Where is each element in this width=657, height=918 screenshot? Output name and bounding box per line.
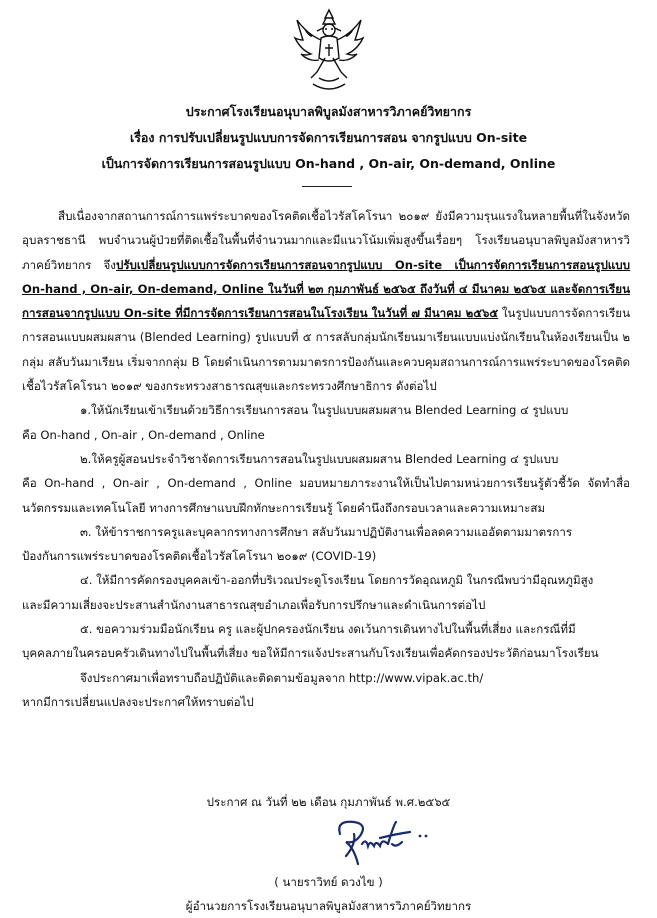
announcement-title: ประกาศโรงเรียนอนุบาลพิบูลมังสาหารวิภาคย์วิทยากร (185, 104, 472, 119)
intro-emphasis: ปรับเปลี่ยนรูปแบบการจัดการเรียนการสอนจากรูปแบบ On-site เป็นการจัดการเรียนการสอนรูปแบบ On-hand , On-air, On-demand, Online ในวันที่ ๒๓ กุมภาพันธ์ ๒๕๖๕ ถึงวันที่ ๔ มีนาคม ๒๕๖๕ และจัดการเรียนการสอนจากรูปแบบ On-site ที่มีการจัดการเรียนการสอนในโรงเรียน ในวันที่ ๗ มีนาคม ๒๕๖๕ (22, 257, 631, 321)
intro-paragraph (22, 204, 630, 398)
item-2 (22, 447, 630, 520)
intro-text: สืบเนื่องจากสถานการณ์การแพร่ระบาดของโรคติดเชื้อไวรัสโคโรนา ๒๐๑๙ ยังมีความรุนแรงในหลายพื้นที่ในจังหวัดอุบลราชธานี พบจำนวนผู้ป่วยที่ติดเชื้อในพื้นที่จำนวนมากและมีแนวโน้มเพิ่มสูงขึ้นเรื่อยๆ โรงเรียนอนุบาลพิบูลมังสาหารวิภาคย์วิทยากร จึง (22, 209, 630, 272)
item-3-first-line: ๓. ให้ข้าราชการครูและบุคลากรทางการศึกษา สลับวันมาปฏิบัติงานเพื่อลดความแออัดตามมาตรการ (80, 524, 573, 539)
garuda-emblem-icon (293, 4, 365, 96)
item-5-rest: บุคคลภายในครอบครัวเดินทางไปในพื้นที่เสี่ยง ขอให้มีการแจ้งประสานกับโรงเรียนเพื่อคัดกรองประวัติก่อนมาโรงเรียน (22, 646, 599, 661)
item-5 (22, 617, 630, 666)
item-3-rest: ป้องกันการแพร่ระบาดของโรคติดเชื้อไวรัสโคโรนา ๒๐๑๙ (COVID-19) (22, 549, 377, 564)
change-line: หากมีการเปลี่ยนแปลงจะประกาศให้ทราบต่อไป (22, 694, 254, 709)
signer-position: ผู้อำนวยการโรงเรียนอนุบาลพิบูลมังสาหารวิภาคย์วิทยากร (185, 899, 472, 913)
item-4 (22, 568, 630, 617)
item-4-first-line: ๔. ให้มีการคัดกรองบุคคลเข้า-ออกที่บริเวณประตูโรงเรียน โดยการวัดอุณหภูมิ ในกรณีพบว่ามีอุณหภูมิสูง (80, 573, 594, 588)
announcement-body (22, 204, 630, 714)
announcement-subject-line2: เป็นการจัดการเรียนการสอนรูปแบบ On-hand , On-air, On-demand, Online (101, 156, 556, 171)
announcement-subject: เรื่อง การปรับเปลี่ยนรูปแบบการจัดการเรียนการสอน จากรูปแบบ On-site (129, 130, 528, 145)
signer-name: ( นายราวิทย์ ดวงไข ) (274, 875, 383, 889)
item-1 (22, 398, 630, 447)
intro-text-continued: ในรูปแบบการจัดการเรียนการสอนแบบผสมผสาน (Blended Learning) รูปแบบที่ ๕ การสลับกลุ่มนักเรียนมาเรียนแบบแบ่งนักเรียนในห้องเรียนเป็น ๒ กลุ่ม สลับวันมาเรียน เริ่มจากกลุ่ม B โดยดำเนินการตามมาตรการป้องกันและควบคุมสถานการณ์การแพร่ระบาดของโรคติดเชื้อไวรัสโคโรนา ๒๐๑๙ ของกระทรวงสาธารณสุขและกระทรวงศึกษาธิการ ดังต่อไป (22, 306, 631, 394)
item-5-first-line: ๕. ขอความร่วมมือนักเรียน ครู และผู้ปกครองนักเรียน งดเว้นการเดินทางไปในพื้นที่เสี่ยง และกรณีที่มี (80, 622, 576, 637)
item-1-first-line: ๑.ให้นักเรียนเข้าเรียนด้วยวิธีการเรียนการสอน ในรูปแบบผสมผสาน Blended Learning ๔ รูปแบบ (80, 403, 569, 418)
item-1-rest: คือ On-hand , On-air , On-demand , Online (22, 427, 265, 442)
item-4-rest: และมีความเสี่ยงจะประสานสำนักงานสาธารณสุขอำเภอเพื่อรับการปรึกษาและดำเนินการต่อไป (22, 597, 486, 612)
notice-line (22, 666, 630, 690)
item-3 (22, 520, 630, 569)
notice-text: จึงประกาศมาเพื่อทราบถือปฏิบัติและติดตามข้อมูลจาก http://www.vipak.ac.th/ (80, 670, 484, 685)
item-2-rest: คือ On-hand , On-air , On-demand , Online มอบหมายภาระงานให้เป็นไปตามหน่วยการเรียนรู้ตัวชี้วัด จัดทำสื่อนวัตกรรมและเทคโนโลยี ทางการศึกษาแบบฝึกทักษะการเรียนรู้ โดยคำนึงถึงกรอบเวลาและความเหมาะสม (22, 476, 630, 515)
announcement-date: ประกาศ ณ วันที่ ๒๒ เดือน กุมภาพันธ์ พ.ศ.๒๕๖๕ (206, 795, 451, 809)
item-2-first-line: ๒.ให้ครูผู้สอนประจำวิชาจัดการเรียนการสอนในรูปแบบผสมผสาน Blended Learning ๔ รูปแบบ (80, 451, 559, 466)
signature-icon (310, 814, 460, 870)
title-divider (302, 186, 352, 187)
